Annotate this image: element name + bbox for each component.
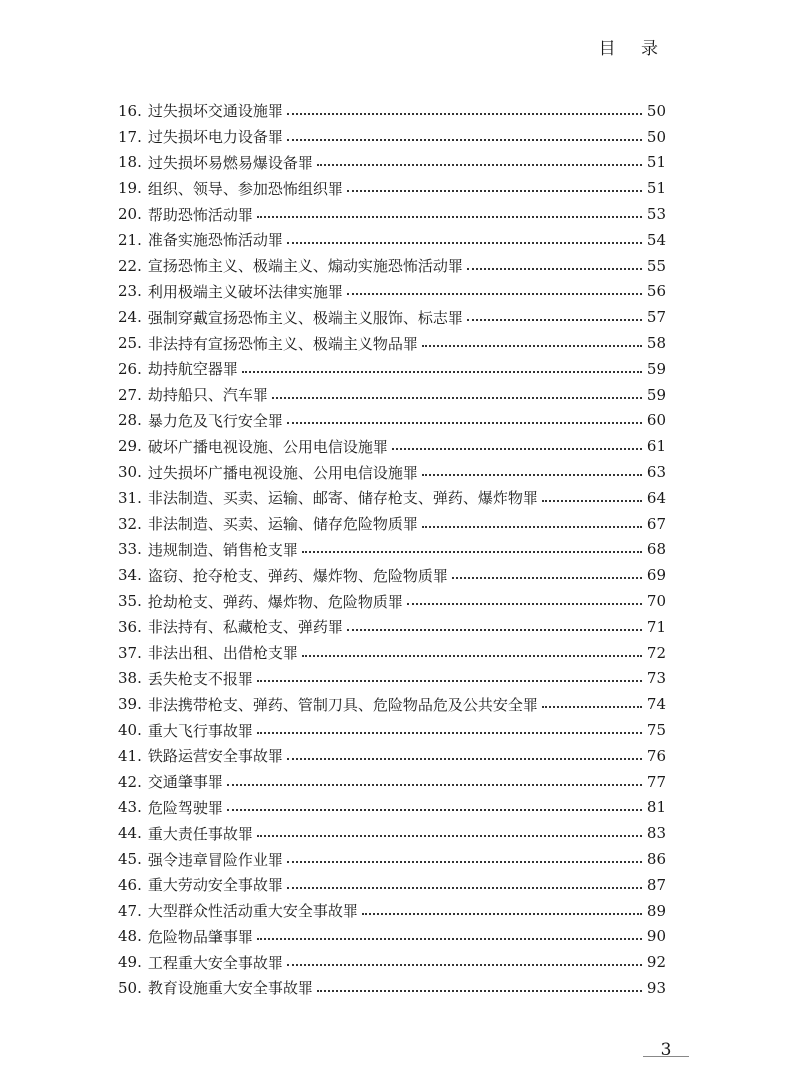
toc-entry <box>118 537 666 563</box>
toc-dot-leader <box>467 319 642 321</box>
toc-entry-page: 51 <box>646 179 666 198</box>
toc-entry-page: 90 <box>646 927 666 946</box>
toc-dot-leader <box>542 500 642 502</box>
toc-entry <box>118 562 666 588</box>
toc-entry-page: 63 <box>646 463 666 482</box>
toc-entry-number: 34. <box>118 566 142 585</box>
toc-entry <box>118 898 666 924</box>
toc-dot-leader <box>287 242 642 244</box>
toc-entry <box>118 614 666 640</box>
toc-entry-title: 暴力危及飞行安全罪 <box>147 411 283 430</box>
toc-entry-title: 危险物品肇事罪 <box>147 927 253 946</box>
toc-entry-page: 74 <box>646 695 666 714</box>
toc-entry-number: 45. <box>118 850 142 868</box>
table-of-contents <box>118 98 666 1001</box>
toc-entry-title: 准备实施恐怖活动罪 <box>147 231 283 250</box>
toc-dot-leader <box>287 758 642 760</box>
toc-entry-title: 利用极端主义破坏法律实施罪 <box>147 282 343 301</box>
toc-entry-title: 强制穿戴宣扬恐怖主义、极端主义服饰、标志罪 <box>147 308 463 327</box>
toc-entry <box>118 201 666 227</box>
toc-entry-page: 50 <box>646 127 666 146</box>
toc-entry-number: 19. <box>118 179 142 198</box>
toc-entry-number: 40. <box>118 721 142 740</box>
toc-entry-number: 44. <box>118 824 142 843</box>
toc-dot-leader <box>287 422 642 424</box>
toc-entry-title: 劫持航空器罪 <box>147 360 238 379</box>
toc-entry-page: 50 <box>646 101 666 120</box>
toc-entry-title: 教育设施重大安全事故罪 <box>147 979 313 998</box>
toc-entry-title: 交通肇事罪 <box>147 773 223 792</box>
toc-entry <box>118 253 666 279</box>
toc-entry <box>118 588 666 614</box>
toc-entry-title: 过失损坏电力设备罪 <box>147 128 283 147</box>
toc-dot-leader <box>302 551 642 553</box>
toc-entry-number: 46. <box>118 875 142 894</box>
toc-entry-page: 89 <box>646 901 666 920</box>
toc-entry-title: 抢劫枪支、弹药、爆炸物、危险物质罪 <box>147 592 403 611</box>
toc-entry-number: 21. <box>118 230 142 249</box>
toc-entry-number: 18. <box>118 153 142 172</box>
toc-entry-page: 73 <box>646 669 666 688</box>
toc-entry-page: 76 <box>646 746 666 765</box>
toc-entry-title: 组织、领导、参加恐怖组织罪 <box>147 179 343 198</box>
toc-entry-number: 41. <box>118 746 142 765</box>
page-header-title: 目 录 <box>598 39 668 59</box>
toc-entry <box>118 124 666 150</box>
toc-entry-number: 37. <box>118 643 142 662</box>
toc-entry-number: 39. <box>118 695 142 714</box>
toc-entry-title: 非法持有、私藏枪支、弹药罪 <box>147 618 343 637</box>
toc-entry <box>118 408 666 434</box>
toc-entry-title: 强令违章冒险作业罪 <box>147 850 283 869</box>
toc-entry <box>118 691 666 717</box>
toc-entry <box>118 743 666 769</box>
toc-dot-leader <box>287 861 642 863</box>
toc-dot-leader <box>422 526 642 528</box>
toc-entry-number: 38. <box>118 669 142 688</box>
toc-dot-leader <box>257 835 642 837</box>
toc-entry-number: 24. <box>118 308 142 327</box>
toc-entry-title: 宣扬恐怖主义、极端主义、煽动实施恐怖活动罪 <box>147 257 463 276</box>
toc-dot-leader <box>227 809 642 811</box>
toc-entry <box>118 98 666 124</box>
toc-entry-title: 危险驾驶罪 <box>147 798 223 817</box>
toc-entry <box>118 872 666 898</box>
toc-entry-title: 非法持有宣扬恐怖主义、极端主义物品罪 <box>147 334 418 353</box>
toc-entry <box>118 820 666 846</box>
toc-dot-leader <box>422 474 642 476</box>
toc-entry-number: 35. <box>118 592 142 611</box>
toc-entry-number: 25. <box>118 334 142 353</box>
toc-entry-page: 77 <box>646 772 666 791</box>
toc-entry-page: 83 <box>646 824 666 843</box>
toc-entry <box>118 511 666 537</box>
toc-entry-page: 93 <box>646 978 666 997</box>
toc-entry-title: 非法携带枪支、弹药、管制刀具、危险物品危及公共安全罪 <box>147 695 538 714</box>
toc-entry <box>118 846 666 872</box>
toc-entry <box>118 769 666 795</box>
toc-entry <box>118 640 666 666</box>
toc-entry-title: 重大飞行事故罪 <box>147 721 253 740</box>
toc-entry-number: 30. <box>118 463 142 482</box>
toc-dot-leader <box>257 216 642 218</box>
toc-entry-title: 违规制造、销售枪支罪 <box>147 540 298 559</box>
toc-entry-number: 42. <box>118 772 142 791</box>
toc-entry <box>118 717 666 743</box>
toc-entry-number: 16. <box>118 101 142 120</box>
toc-entry <box>118 227 666 253</box>
toc-entry-page: 57 <box>646 308 666 327</box>
toc-entry <box>118 330 666 356</box>
toc-entry-page: 58 <box>646 334 666 353</box>
toc-entry-page: 68 <box>646 540 666 559</box>
toc-entry-number: 47. <box>118 901 142 920</box>
toc-entry-page: 75 <box>646 721 666 740</box>
toc-entry-title: 非法制造、买卖、运输、邮寄、储存枪支、弹药、爆炸物罪 <box>147 489 538 508</box>
toc-entry-title: 过失损坏广播电视设施、公用电信设施罪 <box>147 463 418 482</box>
toc-entry <box>118 795 666 821</box>
toc-entry <box>118 175 666 201</box>
toc-dot-leader <box>362 913 642 915</box>
toc-entry-page: 56 <box>646 282 666 301</box>
toc-entry <box>118 433 666 459</box>
toc-entry-page: 51 <box>646 153 666 172</box>
toc-entry-title: 过失损坏交通设施罪 <box>147 102 283 121</box>
toc-entry-page: 59 <box>646 359 666 378</box>
toc-entry-number: 20. <box>118 205 142 224</box>
toc-entry-title: 丢失枪支不报罪 <box>147 669 253 688</box>
toc-dot-leader <box>347 190 642 192</box>
toc-entry-number: 36. <box>118 617 142 636</box>
toc-entry-title: 非法出租、出借枪支罪 <box>147 644 298 663</box>
toc-entry <box>118 459 666 485</box>
toc-entry-number: 23. <box>118 282 142 301</box>
toc-entry-page: 54 <box>646 230 666 249</box>
toc-dot-leader <box>257 732 642 734</box>
page-number-rule <box>643 1056 689 1057</box>
toc-dot-leader <box>257 680 642 682</box>
toc-dot-leader <box>272 397 642 399</box>
toc-entry-page: 86 <box>646 850 666 868</box>
toc-dot-leader <box>227 784 642 786</box>
toc-entry-number: 27. <box>118 385 142 404</box>
toc-entry-page: 53 <box>646 205 666 224</box>
toc-entry-title: 重大劳动安全事故罪 <box>147 876 283 895</box>
toc-dot-leader <box>542 706 642 708</box>
toc-entry <box>118 382 666 408</box>
toc-entry-number: 48. <box>118 927 142 946</box>
toc-entry-page: 61 <box>646 437 666 456</box>
toc-entry-number: 32. <box>118 514 142 533</box>
toc-entry-page: 59 <box>646 385 666 404</box>
toc-entry-number: 26. <box>118 359 142 378</box>
toc-entry-title: 铁路运营安全事故罪 <box>147 747 283 766</box>
toc-entry <box>118 949 666 975</box>
toc-entry <box>118 666 666 692</box>
toc-entry-number: 50. <box>118 978 142 997</box>
toc-entry <box>118 279 666 305</box>
toc-entry-number: 49. <box>118 953 142 972</box>
toc-entry-page: 71 <box>646 617 666 636</box>
toc-entry-number: 17. <box>118 127 142 146</box>
toc-entry-page: 55 <box>646 256 666 275</box>
toc-dot-leader <box>317 164 642 166</box>
toc-entry-title: 工程重大安全事故罪 <box>147 953 283 972</box>
toc-entry-number: 29. <box>118 437 142 456</box>
toc-dot-leader <box>242 371 642 373</box>
toc-entry-number: 22. <box>118 256 142 275</box>
toc-dot-leader <box>257 938 642 940</box>
toc-dot-leader <box>302 655 642 657</box>
toc-entry-page: 87 <box>646 875 666 894</box>
toc-entry <box>118 356 666 382</box>
toc-entry-page: 64 <box>646 488 666 507</box>
toc-entry <box>118 485 666 511</box>
toc-entry-page: 70 <box>646 592 666 611</box>
toc-dot-leader <box>287 113 642 115</box>
toc-dot-leader <box>287 887 642 889</box>
toc-entry-number: 33. <box>118 540 142 559</box>
toc-entry-title: 帮助恐怖活动罪 <box>147 205 253 224</box>
toc-entry-title: 盗窃、抢夺枪支、弹药、爆炸物、危险物质罪 <box>147 566 448 585</box>
toc-entry-title: 劫持船只、汽车罪 <box>147 386 268 405</box>
toc-entry-page: 67 <box>646 514 666 533</box>
toc-entry-title: 过失损坏易燃易爆设备罪 <box>147 153 313 172</box>
toc-entry <box>118 304 666 330</box>
toc-dot-leader <box>467 268 642 270</box>
toc-dot-leader <box>317 990 642 992</box>
toc-entry <box>118 150 666 176</box>
toc-dot-leader <box>407 603 642 605</box>
toc-dot-leader <box>287 964 642 966</box>
toc-entry-title: 破坏广播电视设施、公用电信设施罪 <box>147 437 388 456</box>
toc-dot-leader <box>347 293 642 295</box>
toc-entry-page: 92 <box>646 953 666 972</box>
toc-dot-leader <box>347 629 642 631</box>
toc-entry-number: 31. <box>118 488 142 507</box>
toc-dot-leader <box>392 448 642 450</box>
toc-entry-title: 大型群众性活动重大安全事故罪 <box>147 902 358 921</box>
toc-entry-number: 43. <box>118 798 142 817</box>
toc-entry-page: 69 <box>646 566 666 585</box>
toc-entry-page: 60 <box>646 411 666 430</box>
toc-dot-leader <box>452 577 642 579</box>
toc-dot-leader <box>422 345 642 347</box>
page-number: 3 <box>660 1040 672 1060</box>
toc-entry-number: 28. <box>118 411 142 430</box>
toc-dot-leader <box>287 139 642 141</box>
toc-entry-page: 72 <box>646 643 666 662</box>
toc-entry <box>118 924 666 950</box>
toc-entry <box>118 975 666 1001</box>
toc-entry-title: 重大责任事故罪 <box>147 824 253 843</box>
toc-entry-page: 81 <box>646 798 666 817</box>
toc-entry-title: 非法制造、买卖、运输、储存危险物质罪 <box>147 515 418 534</box>
